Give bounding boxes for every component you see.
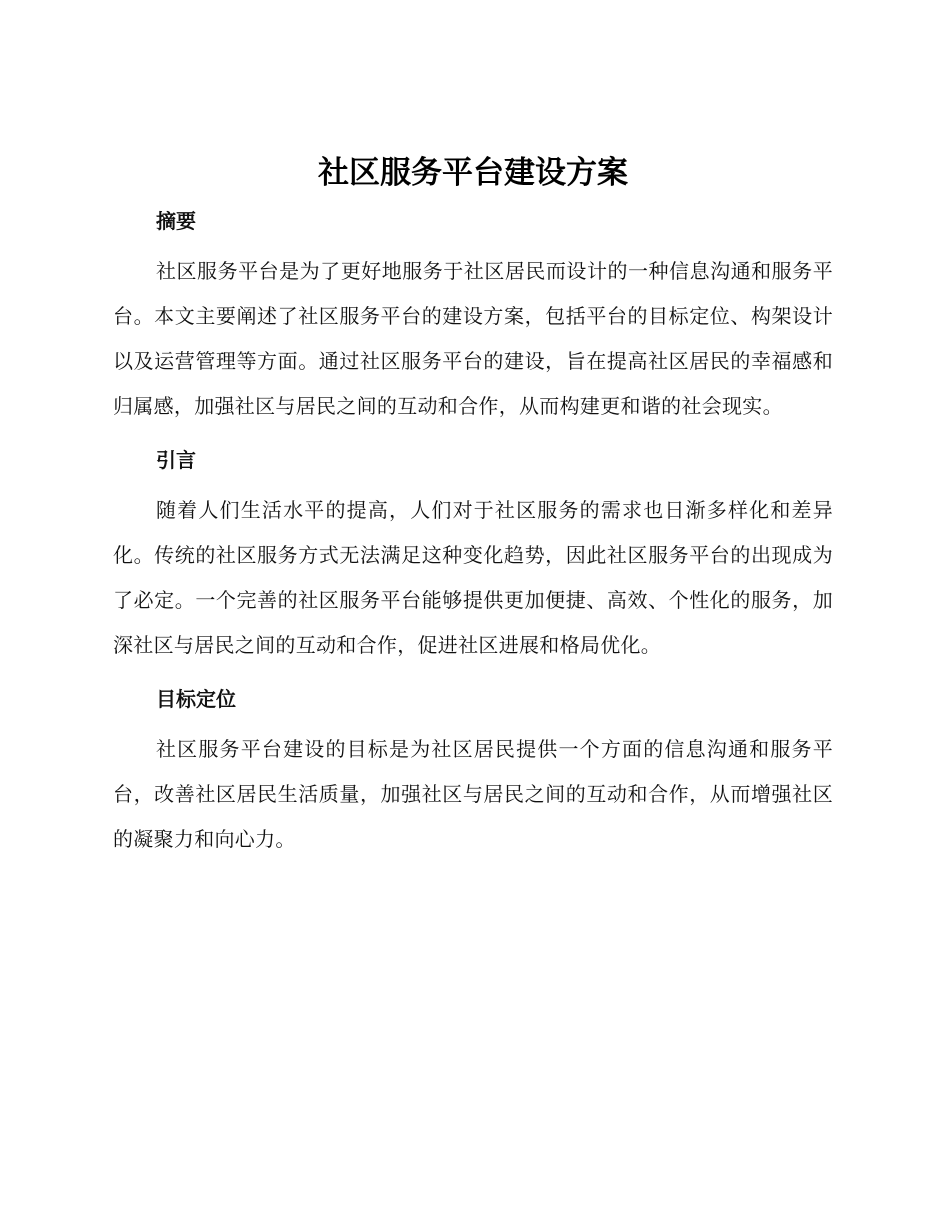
paragraph-introduction: 随着人们生活水平的提高，人们对于社区服务的需求也日渐多样化和差异化。传统的社区服务方式无法满足这种变化趋势，因此社区服务平台的出现成为了必定。一个完善的社区服务平台能够提供更加便捷、高效、个性化的服务，加深社区与居民之间的互动和合作，促进社区进展和格局优化。 [113,498,833,657]
section-heading-abstract: 摘要 [156,209,196,233]
paragraph-abstract: 社区服务平台是为了更好地服务于社区居民而设计的一种信息沟通和服务平台。本文主要阐述了社区服务平台的建设方案，包括平台的目标定位、构架设计以及运营管理等方面。通过社区服务平台的建设，旨在提高社区居民的幸福感和归属感，加强社区与居民之间的互动和合作，从而构建更和谐的社会现实。 [113,259,833,418]
section-heading-introduction: 引言 [156,448,196,472]
document-page [113,150,833,862]
document-title: 社区服务平台建设方案 [318,155,628,191]
paragraph-goal: 社区服务平台建设的目标是为社区居民提供一个方面的信息沟通和服务平台，改善社区居民生活质量，加强社区与居民之间的互动和合作，从而增强社区的凝聚力和向心力。 [113,737,833,851]
section-heading-goal: 目标定位 [156,687,236,711]
